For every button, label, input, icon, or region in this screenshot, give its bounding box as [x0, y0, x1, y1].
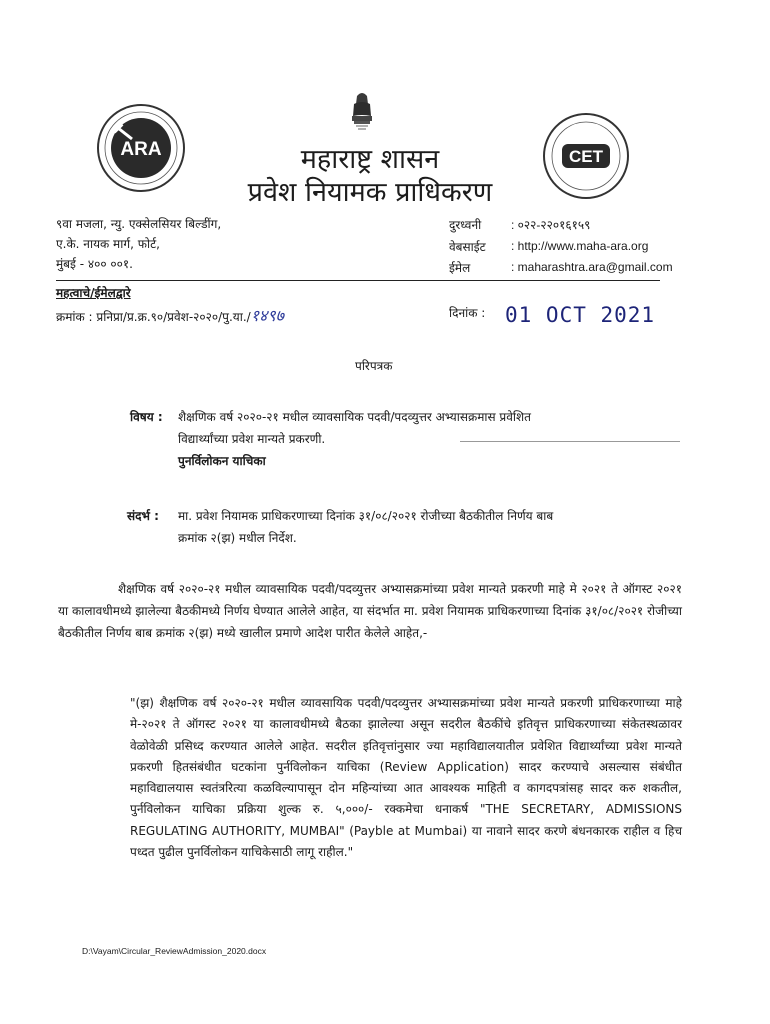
quoted-order: "(झ) शैक्षणिक वर्ष २०२०-२१ मधील व्यावसायिक पदवी/पदव्युत्तर अभ्यासक्रमांच्या प्रवेश मान्यते प्रकरणी प्राधिकरणाच्या माहे मे-२०२१ ते ऑगस्ट २०२१ या कालावधीमध्ये बैठका झालेल्या असून सदरील बैठकींचे इतिवृत्त प्राधिकरणाच्या संकेतस्थळावर वेळोवेळी प्रसिध्द करण्यात आलेले आहेत. सदरील इतिवृत्तांनुसार ज्या महाविद्यालयातील प्रवेशित विद्यार्थ्यांच्या प्रवेश मान्यते प्रकरणी हितसंबंधीत घटकांना पुर्नविलोकन याचिका (Review Application) सादर करण्याचे असल्यास संबंधीत महाविद्यालयास स्वतंत्ररित्या कळविल्यापासून दोन महिन्यांच्या आत आवश्यक माहिती व कागदपत्रांसह सादर करु शकतील, पुर्नविलोकन याचिका प्रक्रिया शुल्क रु. ५,०००/- रक्कमेचा धनाकर्ष "THE SECRETARY, ADMISSIONS REGULATING AUTHORITY, MUMBAI" (Payble at Mumbai) या नावाने सादर करणे बंधनकारक राहील व हिच पध्दत पुढील पुनर्विलोकन याचिकेसाठी लागू राहील.": [130, 696, 682, 860]
reference-note-label: संदर्भ :: [127, 509, 159, 523]
address-line-3: मुंबई - ४०० ००१.: [56, 257, 133, 271]
phone-label: दुरध्वनी: [449, 218, 482, 232]
body-paragraph-text: शैक्षणिक वर्ष २०२०-२१ मधील व्यावसायिक पदवी/पदव्युत्तर अभ्यासक्रमांच्या प्रवेश मान्यते प्रकरणी माहे मे २०२१ ते ऑगस्ट २०२१ या कालावधीमध्ये झालेल्या बैठकीमध्ये निर्णय घेण्यात आलेले आहेत, या संदर्भात मा. प्रवेश नियामक प्राधिकरणाच्या दिनांक ३१/०८/२०२१ रोजीच्या बैठकीतील निर्णय बाब क्रमांक २(झ) मध्ये खालील प्रमाणे आदेश पारीत केलेले आहेत,-: [58, 582, 682, 640]
address-line-2: ए.के. नायक मार्ग, फोर्ट,: [56, 237, 160, 251]
ara-seal-logo: [96, 103, 186, 193]
subject-line-1: शैक्षणिक वर्ष २०२०-२१ मधील व्यावसायिक पदवी/पदव्युत्तर अभ्यासक्रमास प्रवेशित: [178, 410, 532, 424]
subject-line-3: पुनर्विलोकन याचिका: [178, 454, 266, 468]
footer-file-path: D:\Vayam\Circular_ReviewAdmission_2020.docx: [82, 946, 267, 956]
address-line-1: ९वा मजला, न्यु. एक्सेलसियर बिल्डींग,: [56, 217, 222, 231]
header-divider: [56, 280, 660, 281]
email-value: : maharashtra.ara@gmail.com: [511, 260, 673, 274]
ashoka-emblem-icon: [349, 90, 375, 136]
reference-handwritten-number: १४९७: [250, 308, 284, 325]
phone-value: : ०२२-२२०१६१५९: [511, 218, 591, 232]
subject-line-2: विद्यार्थ्यांच्या प्रवेश मान्यते प्रकरणी.: [178, 432, 326, 446]
government-title: महाराष्ट्र शासन: [300, 144, 440, 175]
cet-seal-text: CET: [569, 147, 603, 166]
body-paragraph: [58, 578, 682, 644]
subject-underline: [460, 441, 680, 442]
date-label: दिनांक :: [449, 306, 486, 320]
cet-seal-logo: [542, 112, 630, 200]
circular-title: परिपत्रक: [355, 359, 393, 373]
website-value: : http://www.maha-ara.org: [511, 239, 649, 253]
date-stamp: 01 OCT 2021: [505, 303, 656, 327]
ara-seal-text: ARA: [120, 139, 162, 160]
email-label: ईमेल: [449, 261, 471, 275]
reference-prefix: क्रमांक : प्रनिप्रा/प्र.क्र.९०/प्रवेश-२०२०/पु.या./: [56, 310, 251, 324]
urgent-label: महत्वाचे/ईमेलद्वारे: [56, 286, 131, 300]
reference-note-line-2: क्रमांक २(झ) मधील निर्देश.: [178, 531, 297, 545]
reference-number: [56, 304, 284, 326]
reference-note-line-1: मा. प्रवेश नियामक प्राधिकरणाच्या दिनांक ३१/०८/२०२१ रोजीच्या बैठकीतील निर्णय बाब: [178, 509, 554, 523]
website-label: वेबसाईट: [449, 240, 486, 254]
authority-title: प्रवेश नियामक प्राधिकरण: [247, 177, 493, 208]
subject-label: विषय :: [130, 410, 163, 424]
